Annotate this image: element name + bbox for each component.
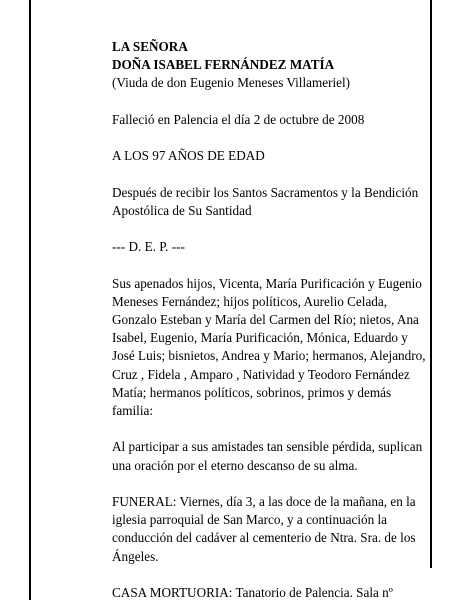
rip-line: --- D. E. P. --- — [112, 239, 185, 255]
right-border-line — [430, 0, 432, 568]
mortuary-paragraph: CASA MORTUORIA: Tanatorio de Palencia. Sala nº — [112, 584, 393, 600]
request-paragraph: Al participar a sus amistades tan sensible pérdida, suplican una oración por el eterno descanso de su alma. — [112, 439, 423, 473]
left-border-line — [29, 0, 31, 600]
deceased-name: DOÑA ISABEL FERNÁNDEZ MATÍA — [112, 57, 335, 73]
obituary-document — [112, 38, 428, 602]
death-notice: Falleció en Palencia el día 2 de octubre de 2008 — [112, 111, 365, 127]
family-paragraph: Sus apenados hijos, Vicenta, María Purificación y Eugenio Meneses Fernández; hijos políticos, Aurelio Celada, Gonzalo Esteban y María del Carmen del Río; nietos, Ana Isabel, Eugenio, María Purificación, Mónica, Eduardo y José Luis; bisnietos, Andrea y Mario; hermanos, Alejandro, Cruz , Fidela , Amparo , Natividad y Teodoro Fernández Matía; hermanos políticos, sobrinos, primos y demás familia: — [112, 275, 426, 418]
title-la-senora: LA SEÑORA — [112, 39, 188, 54]
funeral-paragraph: FUNERAL: Viernes, día 3, a las doce de la mañana, en la iglesia parroquial de San Marco, y a continuación la conducción del cadáver al cementerio de Ntra. Sra. de los Ángeles. — [112, 493, 416, 564]
widow-note: (Viuda de don Eugenio Meneses Villameriel) — [112, 75, 351, 91]
sacraments-paragraph: Después de recibir los Santos Sacramentos y la Bendición Apostólica de Su Santidad — [112, 184, 419, 218]
age-line: A LOS 97 AÑOS DE EDAD — [112, 148, 265, 164]
